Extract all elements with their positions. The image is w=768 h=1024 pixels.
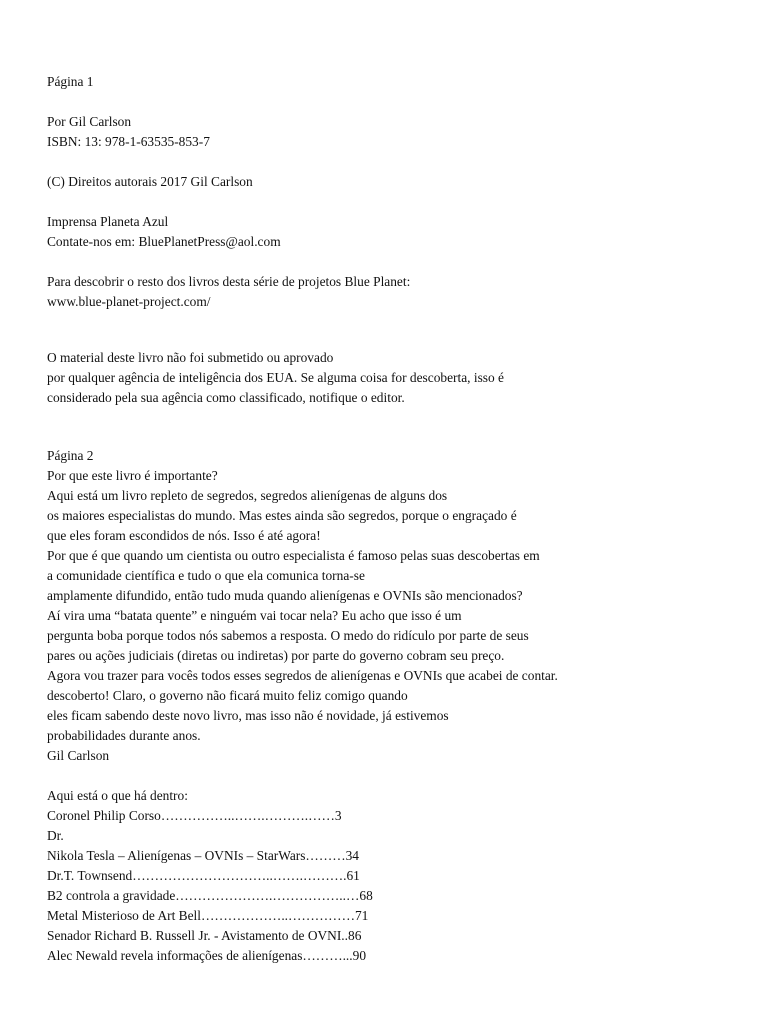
contents-entry: Alec Newald revela informações de alienígenas………...90 [47,948,367,963]
contents-entry: Dr.T. Townsend…………………………..…….……….61 [47,868,360,883]
intro-line: Aí vira uma “batata quente” e ninguém vai tocar nela? Eu acho que isso é um [47,608,462,623]
publisher-line: Imprensa Planeta Azul [47,214,169,229]
contents-entry: B2 controla a gravidade………………….……………..…68 [47,888,373,903]
disclaimer-line: O material deste livro não foi submetido ou aprovado [47,350,334,365]
intro-line: a comunidade científica e tudo o que ela comunica torna-se [47,568,365,583]
isbn-line: ISBN: 13: 978-1-63535-853-7 [47,134,210,149]
page1-heading: Página 1 [47,74,94,89]
copyright-line: (C) Direitos autorais 2017 Gil Carlson [47,174,253,189]
contact-line: Contate-nos em: BluePlanetPress@aol.com [47,234,281,249]
contents-entry: Dr. [47,828,64,843]
series-line: Para descobrir o resto dos livros desta série de projetos Blue Planet: [47,274,411,289]
signature-line: Gil Carlson [47,748,110,763]
intro-line: Por que é que quando um cientista ou outro especialista é famoso pelas suas descobertas em [47,548,540,563]
intro-line: Agora vou trazer para vocês todos esses segredos de alienígenas e OVNIs que acabei de contar. [47,668,558,683]
contents-entry: Coronel Philip Corso……………..…….……….……3 [47,808,342,823]
document-page [47,72,747,966]
intro-line: Por que este livro é importante? [47,468,218,483]
intro-line: pergunta boba porque todos nós sabemos a resposta. O medo do ridículo por parte de seus [47,628,529,643]
intro-line: eles ficam sabendo deste novo livro, mas isso não é novidade, já estivemos [47,708,449,723]
intro-line: probabilidades durante anos. [47,728,201,743]
contents-heading: Aqui está o que há dentro: [47,788,188,803]
intro-line: descoberto! Claro, o governo não ficará muito feliz comigo quando [47,688,408,703]
intro-line: pares ou ações judiciais (diretas ou indiretas) por parte do governo cobram seu preço. [47,648,505,663]
intro-line: que eles foram escondidos de nós. Isso é até agora! [47,528,321,543]
intro-line: os maiores especialistas do mundo. Mas estes ainda são segredos, porque o engraçado é [47,508,517,523]
author-line: Por Gil Carlson [47,114,132,129]
disclaimer-line: considerado pela sua agência como classificado, notifique o editor. [47,390,405,405]
intro-line: Aqui está um livro repleto de segredos, segredos alienígenas de alguns dos [47,488,448,503]
contents-entry: Metal Misterioso de Art Bell………………..……………71 [47,908,369,923]
contents-entry: Senador Richard B. Russell Jr. - Avistamento de OVNI..86 [47,928,362,943]
disclaimer-line: por qualquer agência de inteligência dos EUA. Se alguma coisa for descoberta, isso é [47,370,504,385]
contents-entry: Nikola Tesla – Alienígenas – OVNIs – StarWars………34 [47,848,359,863]
website-line: www.blue-planet-project.com/ [47,294,211,309]
intro-line: amplamente difundido, então tudo muda quando alienígenas e OVNIs são mencionados? [47,588,523,603]
page2-heading: Página 2 [47,448,94,463]
